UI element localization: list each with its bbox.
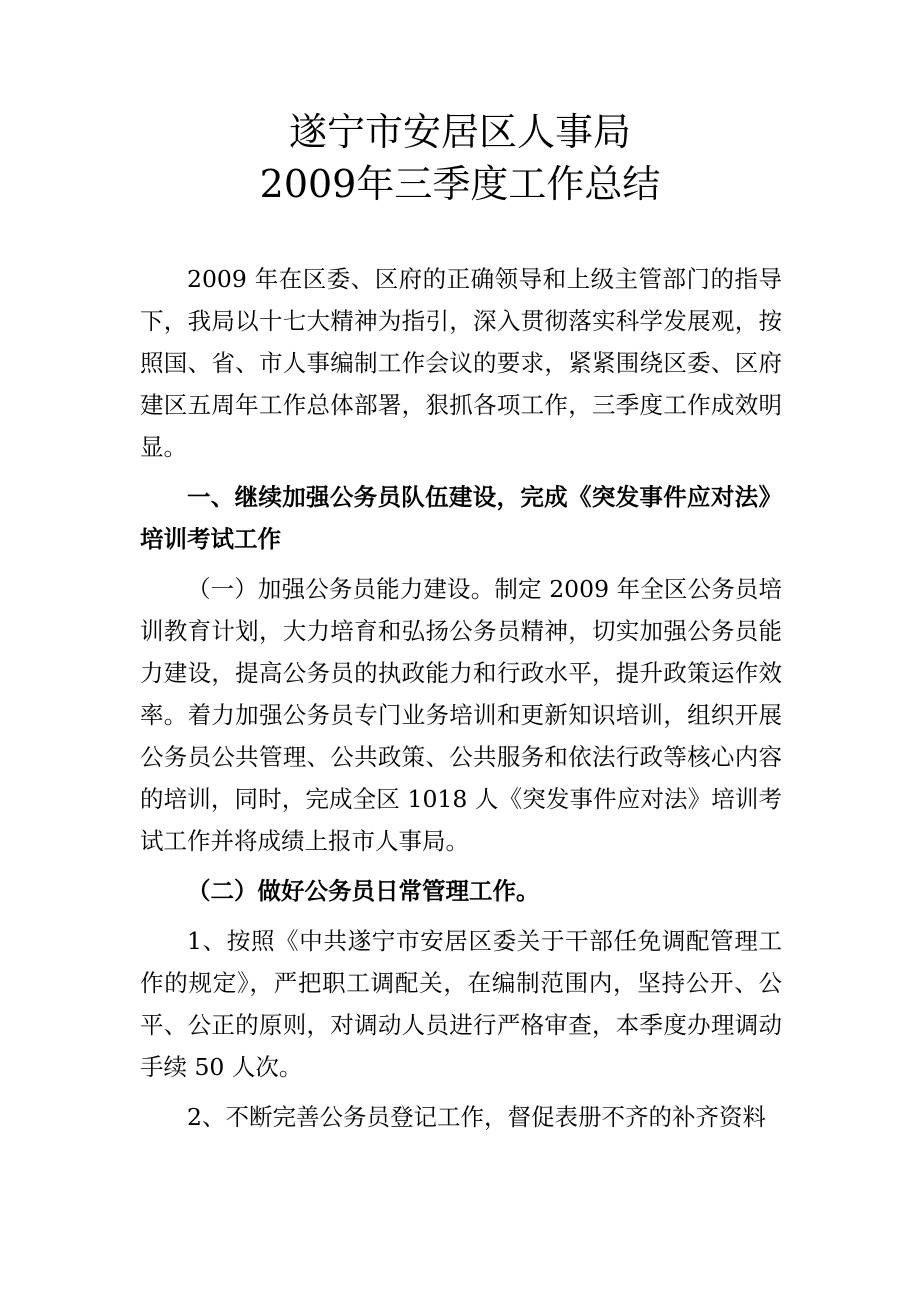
subsection-2-heading: （二）做好公务员日常管理工作。	[187, 877, 540, 905]
document-title-line-2: 2009年三季度工作总结	[259, 162, 661, 206]
document-title-line-1: 遂宁市安居区人事局	[288, 110, 631, 154]
subsection-1-paragraph: （一）加强公务员能力建设。制定 2009 年全区公务员培训教育计划，大力培育和弘扬公务员精神，切实加强公务员能力建设，提高公务员的执政能力和行政水平，提升政策运作效率。着力加强公务员专门业务培训和更新知识培训，组织开展公务员公共管理、公共政策、公共服务和依法行政等核心内容的培训，同时，完成全区 1018 人《突发事件应对法》培训考试工作并将成绩上报市人事局。	[140, 575, 782, 855]
item-2-paragraph: 2、不断完善公务员登记工作，督促表册不齐的补齐资料	[187, 1103, 766, 1131]
section-heading-1: 一、继续加强公务员队伍建设，完成《突发事件应对法》培训考试工作	[140, 483, 782, 553]
document-body	[140, 258, 782, 1138]
item-1-paragraph: 1、按照《中共遂宁市安居区委关于干部任免调配管理工作的规定》，严把职工调配关，在编制范围内，坚持公开、公平、公正的原则，对调动人员进行严格审查，本季度办理调动手续 50 人次。	[140, 927, 782, 1081]
intro-paragraph: 2009 年在区委、区府的正确领导和上级主管部门的指导下，我局以十七大精神为指引，深入贯彻落实科学发展观，按照国、省、市人事编制工作会议的要求，紧紧围绕区委、区府建区五周年工作总体部署，狠抓各项工作，三季度工作成效明显。	[140, 265, 782, 461]
